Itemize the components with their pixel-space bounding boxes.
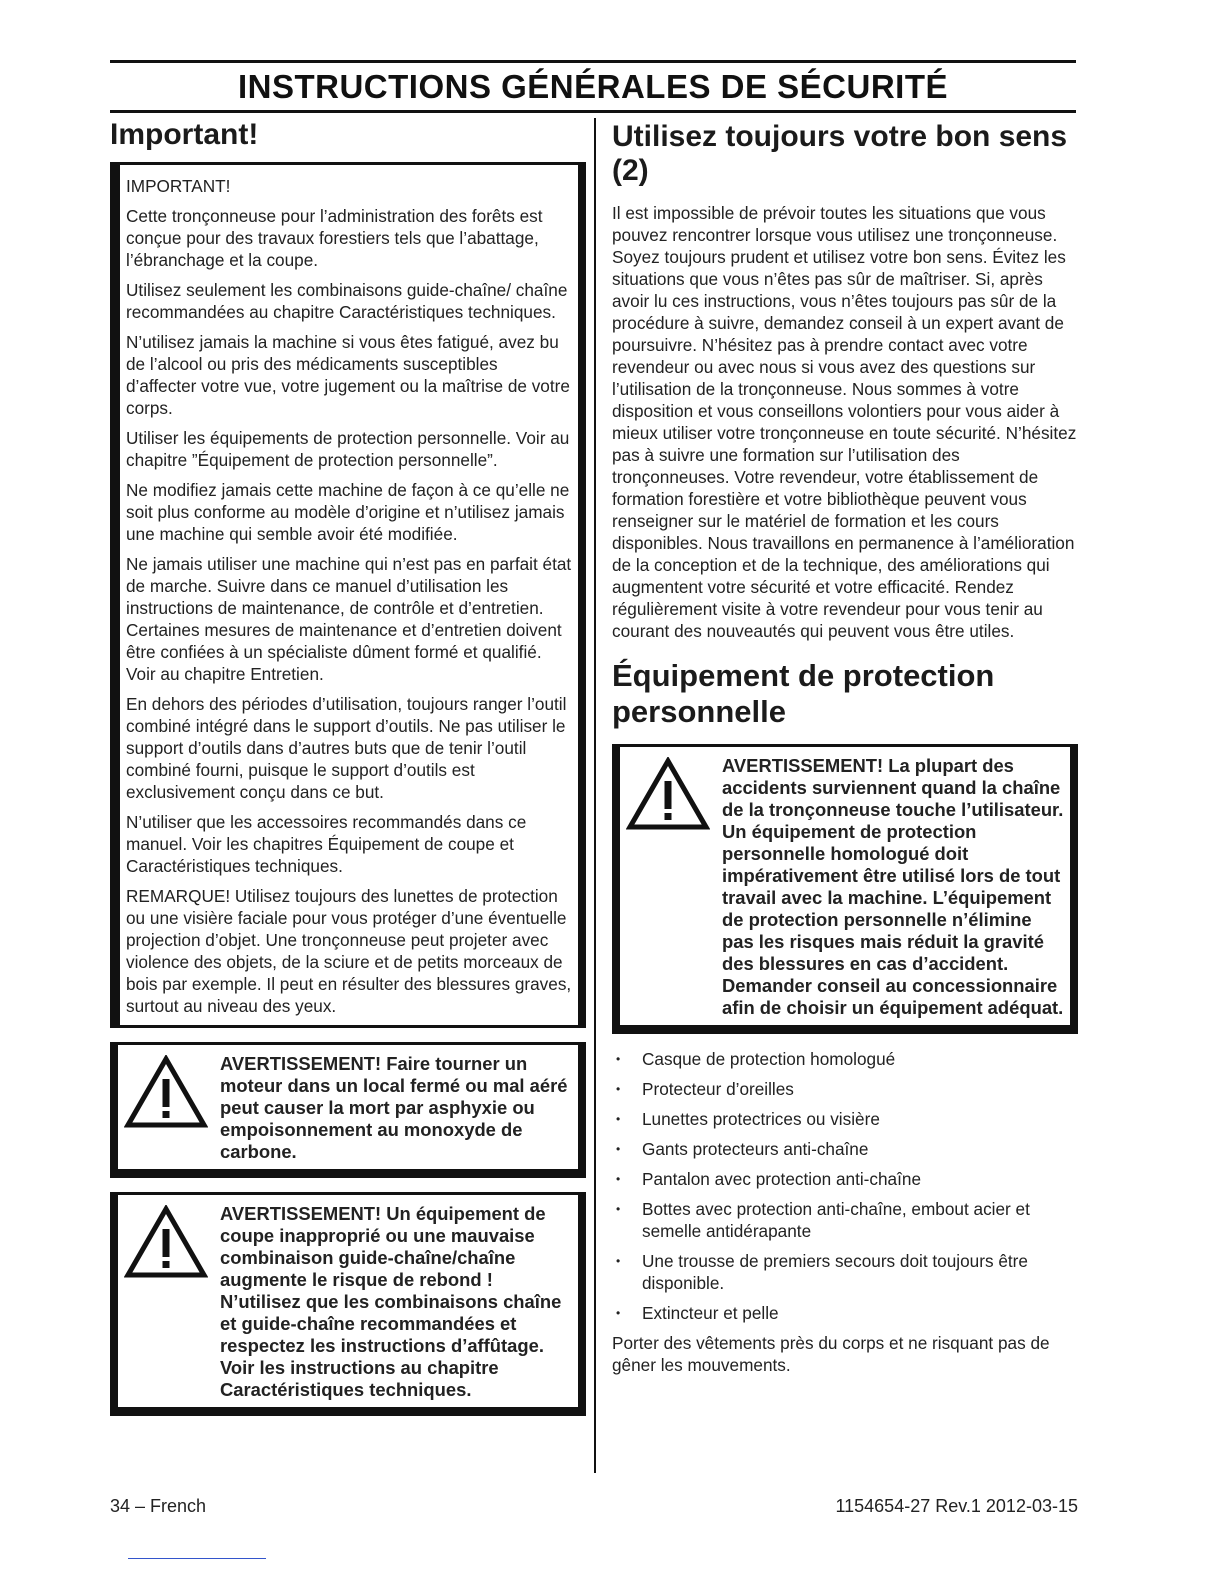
list-item: • Protecteur d’oreilles xyxy=(616,1079,794,1099)
bullet-icon: • xyxy=(616,1052,621,1066)
important-heading: Important! xyxy=(110,118,259,151)
list-item: • Pantalon avec protection anti-chaîne xyxy=(616,1169,922,1189)
bullet-icon: • xyxy=(616,1172,621,1186)
important-paragraph: Ne modifiez jamais cette machine de façon à ce qu’elle ne soit plus conforme au modèle d’origine et n’utilisez jamais une machine qui semble avoir été modifiée. xyxy=(126,480,570,544)
important-paragraph: REMARQUE! Utilisez toujours des lunettes de protection ou une visière faciale pour vous protéger d’une éventuelle projection d’objet. Une tronçonneuse peut projeter avec violence des objets, de la sciure et de petits morceaux de bois par exemple. Il peut en résulter des blessures graves, surtout au niveau des yeux. xyxy=(126,886,572,1016)
list-item: • Gants protecteurs anti-chaîne xyxy=(616,1139,869,1159)
header-top-rule xyxy=(110,60,1076,63)
document-reference: 1154654-27 Rev.1 2012-03-15 xyxy=(835,1496,1078,1516)
important-paragraph: IMPORTANT! xyxy=(126,176,231,196)
warning-box-ppe xyxy=(612,744,1078,1034)
list-item: • Extincteur et pelle xyxy=(616,1303,779,1323)
closing-text: Porter des vêtements près du corps et ne risquant pas de gêner les mouvements. xyxy=(612,1333,1050,1375)
warning-text: AVERTISSEMENT! Faire tourner un moteur dans un local fermé ou mal aéré peut causer la mort par asphyxie ou empoisonnement au monoxyde de carbone. xyxy=(220,1053,568,1162)
warning-box-kickback xyxy=(110,1192,586,1416)
common-sense-body: Il est impossible de prévoir toutes les situations que vous pouvez rencontrer lorsque vous utilisez une tronçonneuse. Soyez toujours prudent et utilisez votre bon sens. Évitez les situations que vous n’êtes pas sûr de maîtriser. Si, après avoir lu ces instructions, vous n’êtes toujours pas sûr de la procédure à suivre, demandez conseil à un expert avant de poursuivre. N’hésitez pas à prendre contact avec votre revendeur ou avec nous si vous avez des questions sur l’utilisation de la tronçonneuse. Nous sommes à votre disposition et vous conseillons volontiers pour vous aider à mieux utiliser votre tronçonneuse en toute sécurité. N’hésitez pas à suivre une formation sur l’utilisation des tronçonneuses. Votre revendeur, votre établissement de formation forestière et votre bibliothèque peuvent vous renseigner sur le matériel de formation et les cours disponibles. Nous travaillons en permanence à l’amélioration de la conception et de la technique, des améliorations qui augmentent votre sécurité et votre efficacité. Rendez régulièrement visite à votre revendeur pour vous tenir au courant des nouveautés qui peuvent vous être utiles. xyxy=(612,203,1077,641)
bullet-icon: • xyxy=(616,1306,621,1320)
important-paragraph: N’utilisez jamais la machine si vous êtes fatigué, avez bu de l’alcool ou pris des médicaments susceptibles d’affecter votre vue, votre jugement ou la maîtrise de votre corps. xyxy=(126,332,570,418)
warning-triangle-icon xyxy=(124,1053,218,1163)
bullet-icon: • xyxy=(616,1112,621,1126)
important-box xyxy=(110,162,586,1028)
bullet-icon: • xyxy=(616,1082,621,1096)
common-sense-heading: Utilisez toujours votre bon sens (2) xyxy=(612,120,1068,187)
header-bottom-rule xyxy=(110,110,1076,113)
warning-triangle-icon xyxy=(626,755,720,1019)
bullet-icon: • xyxy=(616,1142,621,1156)
important-paragraph: N’utiliser que les accessoires recommandés dans ce manuel. Voir les chapitres Équipement de coupe et Caractéristiques techniques. xyxy=(126,812,527,876)
left-column xyxy=(110,114,586,1416)
list-item: • Une trousse de premiers secours doit toujours être disponible. xyxy=(616,1251,1028,1293)
footer-underline xyxy=(128,1558,266,1559)
important-paragraph: Utiliser les équipements de protection personnelle. Voir au chapitre ”Équipement de protection personnelle”. xyxy=(126,428,570,470)
warning-text: AVERTISSEMENT! La plupart des accidents surviennent quand la chaîne de la tronçonneuse touche l’utilisateur. Un équipement de protection personnelle homologué doit impérativement être utilisé lors de tout travail avec la machine. L’équipement de protection personnelle n’élimine pas les risques mais réduit la gravité des blessures en cas d’accident. Demander conseil au concessionnaire afin de choisir un équipement adéquat. xyxy=(722,755,1064,1018)
list-item: • Lunettes protectrices ou visière xyxy=(616,1109,880,1129)
important-paragraph: Cette tronçonneuse pour l’administration des forêts est conçue pour des travaux forestiers tels que l’abattage, l’ébranchage et la coupe. xyxy=(126,206,543,270)
page-title: INSTRUCTIONS GÉNÉRALES DE SÉCURITÉ xyxy=(237,68,949,105)
important-paragraph: Ne jamais utiliser une machine qui n’est pas en parfait état de marche. Suivre dans ce manuel d’utilisation les instructions de maintenance, de contrôle et d’entretien. Certaines mesures de maintenance et d’entretien doivent être confiées à un spécialiste dûment formé et qualifié. Voir au chapitre Entretien. xyxy=(126,554,572,684)
warning-triangle-icon xyxy=(124,1203,218,1401)
bullet-icon: • xyxy=(616,1202,621,1216)
list-item: • Casque de protection homologué xyxy=(616,1049,896,1069)
right-column xyxy=(612,114,1078,1376)
important-paragraph: Utilisez seulement les combinaisons guide-chaîne/ chaîne recommandées au chapitre Caractéristiques techniques. xyxy=(126,280,568,322)
page-number: 34 – French xyxy=(110,1496,207,1516)
column-divider xyxy=(594,118,596,1473)
equipment-list xyxy=(612,1048,1078,1324)
protection-heading: Équipement de protection personnelle xyxy=(612,658,995,729)
warning-box-co xyxy=(110,1042,586,1178)
warning-text: AVERTISSEMENT! Un équipement de coupe inapproprié ou une mauvaise combinaison guide-chaîne/chaîne augmente le risque de rebond ! N’utilisez que les combinaisons chaîne et guide-chaîne recommandées et respectez les instructions d’affûtage. Voir les instructions au chapitre Caractéristiques techniques. xyxy=(220,1203,562,1400)
list-item: • Bottes avec protection anti-chaîne, embout acier et semelle antidérapante xyxy=(616,1199,1030,1241)
bullet-icon: • xyxy=(616,1254,621,1268)
important-paragraph: En dehors des périodes d’utilisation, toujours ranger l’outil combiné intégré dans le support d’outils. Ne pas utiliser le support d’outils dans d’autres buts que de tenir l’outil combiné fourni, puisque le support d’outils est exclusivement conçu dans ce but. xyxy=(126,694,567,802)
